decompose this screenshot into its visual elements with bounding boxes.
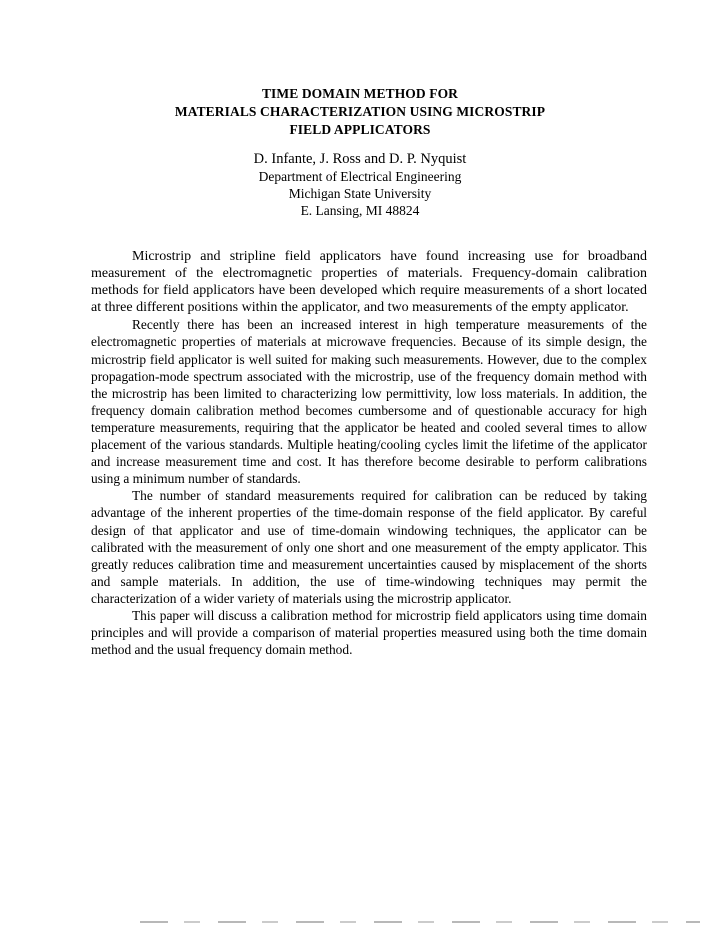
university: Michigan State University bbox=[288, 186, 432, 201]
department: Department of Electrical Engineering bbox=[258, 169, 462, 184]
author-names: D. Infante, J. Ross and D. P. Nyquist bbox=[253, 151, 467, 167]
paragraph-2: Recently there has been an increased interest in high temperature measurements of the electromagnetic properties of materials at microwave frequencies. Because of its simple design, the microstrip field applicator is well suited for making such measurements. However, due to the complex propagation-mode spectrum associated with the microstrip, use of the frequency domain method with the microstrip has been limited to characterizing low permittivity, low loss materials. In addition, the frequency domain calibration method becomes cumbersome and of questionable accuracy for high temperature measurements, requiring that the applicator be heated and cooled several times to allow placement of the various standards. Multiple heating/cooling cycles limit the lifetime of the applicator and increase measurement time and cost. It has therefore become desirable to perform calibrations using a minimum number of standards. bbox=[91, 317, 647, 487]
title-line-2: MATERIALS CHARACTERIZATION USING MICROSTRIP bbox=[174, 104, 546, 119]
paragraph-4: This paper will discuss a calibration method for microstrip field applicators using time domain principles and will provide a comparison of material properties measured using both the time domain method and the usual frequency domain method. bbox=[91, 607, 647, 658]
title-line-3: FIELD APPLICATORS bbox=[289, 122, 431, 137]
paragraph-3: The number of standard measurements required for calibration can be reduced by taking advantage of the inherent properties of the time-domain response of the field applicator. By careful design of that applicator and use of time-domain windowing techniques, the applicator can be calibrated with the measurement of only one short and one measurement of the empty applicator. This greatly reduces calibration time and measurement uncertainties caused by misplacement of the shorts and sample materials. In addition, the use of time-windowing techniques may permit the characterization of a wider variety of materials using the microstrip applicator. bbox=[91, 488, 647, 606]
paragraph-1: Microstrip and stripline field applicators have found increasing use for broadband measurement of the electromagnetic properties of materials. Frequency-domain calibration methods for field applicators have been developed which require measurements of a short located at three different positions within the applicator, and two measurements of the empty applicator. bbox=[91, 249, 647, 316]
location: E. Lansing, MI 48824 bbox=[300, 203, 420, 218]
abstract-body bbox=[91, 248, 647, 658]
scan-artifact-divider bbox=[140, 921, 700, 923]
author-block bbox=[0, 150, 720, 219]
title-line-1: TIME DOMAIN METHOD FOR bbox=[261, 86, 459, 101]
paper-title bbox=[0, 85, 720, 139]
